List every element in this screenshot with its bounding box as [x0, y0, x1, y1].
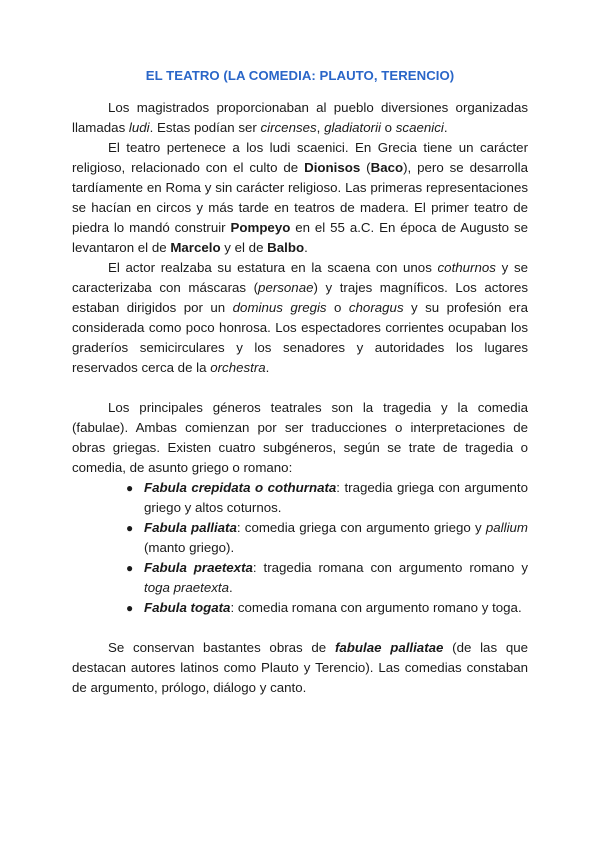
genre-name: Fabula praetexta: [144, 560, 253, 575]
text: o: [380, 120, 396, 135]
text: . Estas podían ser: [149, 120, 261, 135]
term-dionisos: Dionisos: [304, 160, 361, 175]
text: ,: [316, 120, 325, 135]
term-choragus: choragus: [348, 300, 404, 315]
term-pompeyo: Pompeyo: [230, 220, 291, 235]
bullet-icon: ●: [126, 481, 134, 495]
spacer: [72, 618, 528, 638]
text: : comedia romana con argumento romano y toga.: [230, 600, 522, 615]
term-ludi: ludi: [128, 120, 150, 135]
paragraph-theatre-history: [72, 138, 528, 258]
list-item: [126, 598, 528, 618]
paragraph-actors: [72, 258, 528, 378]
bullet-icon: ●: [126, 561, 134, 575]
term-circenses: circenses: [260, 120, 317, 135]
text: (manto griego).: [144, 540, 235, 555]
list-item: [126, 518, 528, 558]
paragraph-genres-intro: Los principales géneros teatrales son la tragedia y la comedia (fabulae). Ambas comienzan por ser traducciones o interpretaciones de obras griegas. Existen cuatro subgéneros, según se trate de tragedia o comedia, de asunto griego o romano:: [72, 400, 528, 475]
page-title: EL TEATRO (LA COMEDIA: PLAUTO, TERENCIO): [145, 68, 455, 83]
text: .: [304, 240, 308, 255]
text: en el 55 a.C. En época de Augusto se levantaron el de: [72, 220, 529, 255]
genre-name: Fabula palliata: [144, 520, 237, 535]
text: (de las que destacan autores latinos como Plauto y Terencio). Las comedias constaban de argumento, prólogo, diálogo y canto.: [72, 640, 528, 695]
term-toga-praetexta: toga praetexta: [144, 580, 230, 595]
term-balbo: Balbo: [267, 240, 305, 255]
list-item: [126, 478, 528, 518]
term-dominus-gregis: dominus gregis: [232, 300, 327, 315]
text: y el de: [220, 240, 268, 255]
term-fabulae-palliatae: fabulae palliatae: [334, 640, 444, 655]
genre-name: Fabula togata: [144, 600, 231, 615]
text: El teatro pertenece a los ludi scaenici. En Grecia tiene un carácter religioso, relacionado con el culto de: [72, 140, 528, 175]
term-marcelo: Marcelo: [170, 240, 221, 255]
term-orchestra: orchestra: [210, 360, 266, 375]
genre-name: Fabula crepidata o cothurnata: [144, 480, 337, 495]
text: : tragedia romana con argumento romano y: [252, 560, 528, 575]
text: (: [360, 160, 371, 175]
bullet-icon: ●: [126, 601, 134, 615]
text: : comedia griega con argumento griego y: [236, 520, 486, 535]
text: .: [443, 120, 448, 135]
paragraph-palliatae: [72, 638, 528, 698]
term-personae: personae: [258, 280, 314, 295]
bullet-icon: ●: [126, 521, 134, 535]
text: o: [326, 300, 349, 315]
text: : tragedia griega con argumento griego y altos coturnos.: [144, 480, 528, 515]
term-baco: Baco: [370, 160, 404, 175]
list-item: [126, 558, 528, 598]
term-pallium: pallium: [485, 520, 528, 535]
text: ), pero se desarrolla tardíamente en Roma y sin carácter religioso. Las primeras representaciones se hacían en circos y más tarde en teatros de madera. El primer teatro de piedra lo mandó construir: [72, 160, 529, 235]
genre-list: [72, 478, 528, 618]
term-scaenici: scaenici: [395, 120, 444, 135]
term-gladiatorii: gladiatorii: [324, 120, 381, 135]
text: ) y trajes magníficos. Los actores estaban dirigidos por un: [72, 280, 528, 315]
text: y su profesión era considerada como poco honrosa. Los espectadores corrientes ocupaban los graderíos semicirculares y los senadores y autoridades los lugares reservados cerca de la: [72, 300, 529, 375]
text: Se conservan bastantes obras de: [108, 640, 335, 655]
text: .: [265, 360, 270, 375]
paragraph-ludi: [72, 98, 528, 138]
text: Los magistrados proporcionaban al pueblo diversiones organizadas llamadas: [72, 100, 528, 135]
text: y se caracterizaba con máscaras (: [72, 260, 528, 295]
spacer: [72, 378, 528, 398]
term-cothurnos: cothurnos: [437, 260, 496, 275]
text: El actor realzaba su estatura en la scaena con unos: [108, 260, 438, 275]
text: .: [229, 580, 233, 595]
